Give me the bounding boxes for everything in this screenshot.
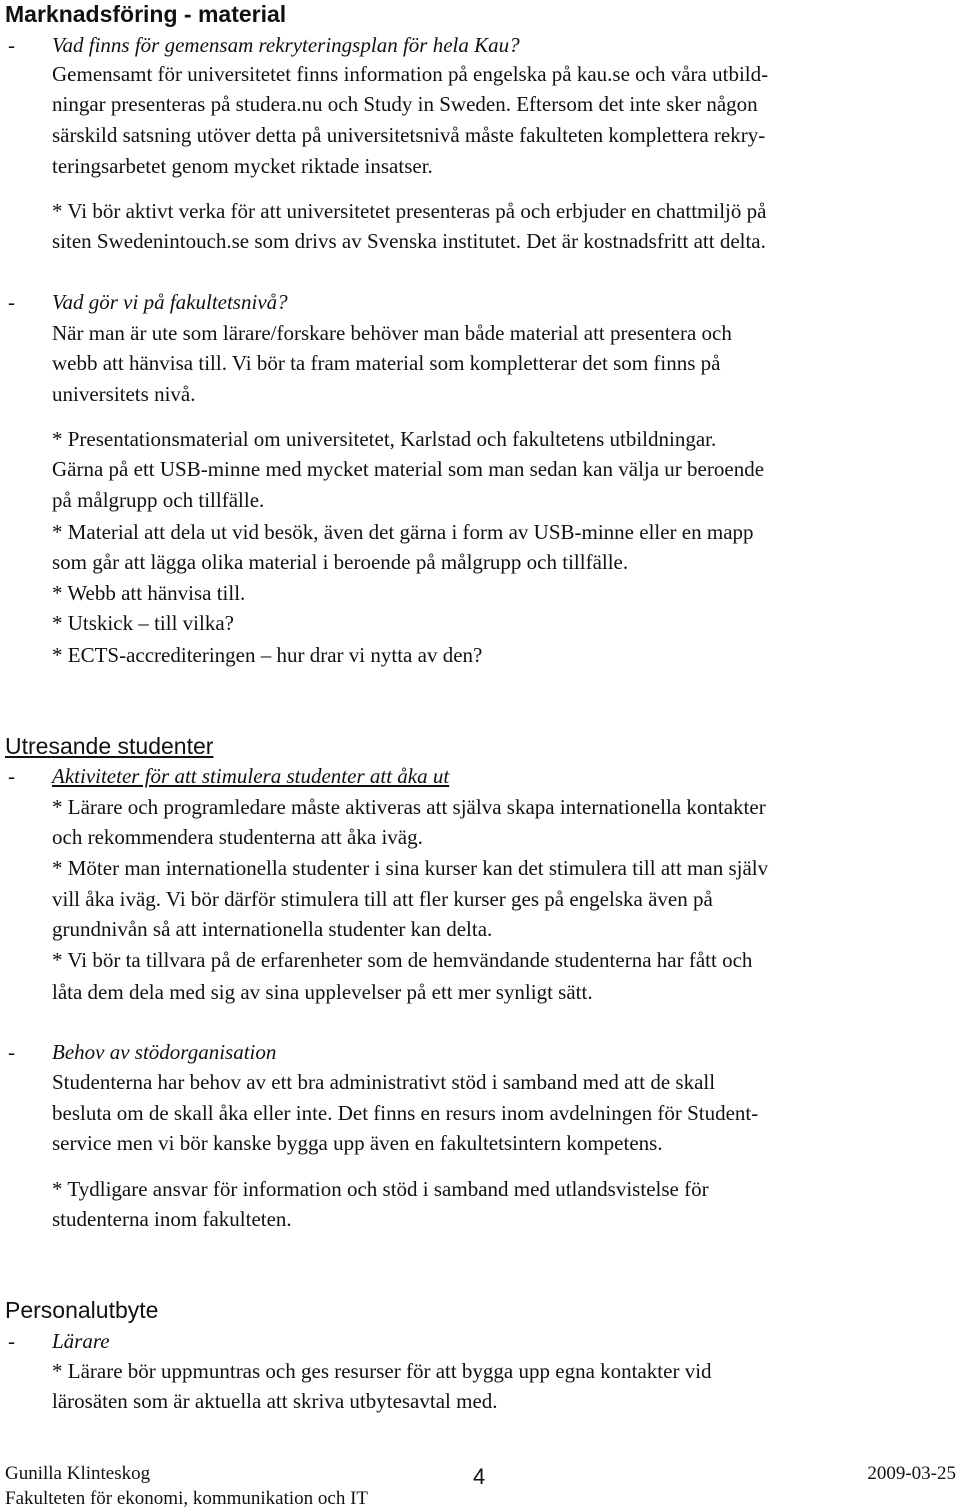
paragraph-line: * Material att dela ut vid besök, även det gärna i form av USB-minne eller en mapp bbox=[52, 520, 754, 544]
paragraph-line: * Vi bör aktivt verka för att universitetet presenteras på och erbjuder en chattmiljö på bbox=[52, 199, 767, 223]
paragraph-line: Gemensamt för universitetet finns information på engelska på kau.se och våra utbild- bbox=[52, 62, 769, 86]
section-heading-outgoing: Utresande studenter bbox=[5, 733, 214, 759]
paragraph-line: När man är ute som lärare/forskare behöver man både material att presentera och bbox=[52, 321, 732, 345]
paragraph-line: siten Swedenintouch.se som drivs av Svenska institutet. Det är kostnadsfritt att delta. bbox=[52, 229, 766, 253]
paragraph-line: * Webb att hänvisa till. bbox=[52, 581, 246, 605]
dash-bullet: - bbox=[8, 1040, 15, 1064]
paragraph-line: och rekommendera studenterna att åka iväg. bbox=[52, 825, 423, 849]
paragraph-line: grundnivån så att internationella studenter kan delta. bbox=[52, 917, 493, 941]
paragraph-line: besluta om de skall åka eller inte. Det finns en resurs inom avdelningen för Student- bbox=[52, 1101, 759, 1125]
paragraph-line: * Möter man internationella studenter i sina kurser kan det stimulera till att man själv bbox=[52, 856, 769, 880]
page-number: 4 bbox=[473, 1464, 486, 1489]
footer-date: 2009-03-25 bbox=[867, 1463, 956, 1484]
paragraph-line: * Utskick – till vilka? bbox=[52, 611, 234, 635]
paragraph-line: * Lärare bör uppmuntras och ges resurser för att bygga upp egna kontakter vid bbox=[52, 1359, 712, 1383]
paragraph-line: särskild satsning utöver detta på universitetsnivå måste fakulteten komplettera rekry- bbox=[52, 123, 766, 147]
section-heading-marketing: Marknadsföring - material bbox=[5, 1, 287, 27]
footer-author: Gunilla Klinteskog bbox=[5, 1463, 151, 1484]
footer-faculty: Fakulteten för ekonomi, kommunikation och IT bbox=[5, 1488, 369, 1509]
section-heading-staff: Personalutbyte bbox=[5, 1297, 159, 1323]
paragraph-line: * ECTS-accrediteringen – hur drar vi nytta av den? bbox=[52, 643, 483, 667]
paragraph-line: service men vi bör kanske bygga upp även en fakultetsintern kompetens. bbox=[52, 1131, 663, 1155]
dash-bullet: - bbox=[8, 33, 15, 57]
paragraph-line: studenterna inom fakulteten. bbox=[52, 1207, 292, 1231]
paragraph-line: ningar presenteras på studera.nu och Study in Sweden. Eftersom det inte sker någon bbox=[52, 92, 758, 116]
paragraph-line: Studenterna har behov av ett bra administrativt stöd i samband med att de skall bbox=[52, 1070, 716, 1094]
question-recruitment-plan: Vad finns för gemensam rekryteringsplan för hela Kau? bbox=[52, 33, 520, 57]
paragraph-line: universitets nivå. bbox=[52, 382, 196, 406]
dash-bullet: - bbox=[8, 764, 15, 788]
paragraph-line: på målgrupp och tillfälle. bbox=[52, 488, 265, 512]
dash-bullet: - bbox=[8, 290, 15, 314]
paragraph-line: * Tydligare ansvar för information och stöd i samband med utlandsvistelse för bbox=[52, 1177, 709, 1201]
question-stimulate-students: Aktiviteter för att stimulera studenter att åka ut bbox=[52, 764, 450, 788]
paragraph-line: låta dem dela med sig av sina upplevelser på ett mer synligt sätt. bbox=[52, 980, 593, 1004]
paragraph-line: vill åka iväg. Vi bör därför stimulera till att fler kurser ges på engelska även på bbox=[52, 887, 713, 911]
question-support-organisation: Behov av stödorganisation bbox=[52, 1040, 277, 1064]
paragraph-line: lärosäten som är aktuella att skriva utbytesavtal med. bbox=[52, 1389, 498, 1413]
paragraph-line: webb att hänvisa till. Vi bör ta fram material som kompletterar det som finns på bbox=[52, 351, 721, 375]
paragraph-line: * Presentationsmaterial om universitetet, Karlstad och fakultetens utbildningar. bbox=[52, 427, 717, 451]
question-faculty-level: Vad gör vi på fakultetsnivå? bbox=[52, 290, 288, 314]
paragraph-line: * Vi bör ta tillvara på de erfarenheter som de hemvändande studenterna har fått och bbox=[52, 948, 753, 972]
question-teachers: Lärare bbox=[52, 1329, 110, 1353]
paragraph-line: teringsarbetet genom mycket riktade insatser. bbox=[52, 154, 433, 178]
paragraph-line: Gärna på ett USB-minne med mycket material som man sedan kan välja ur beroende bbox=[52, 457, 765, 481]
paragraph-line: * Lärare och programledare måste aktiveras att själva skapa internationella kontakter bbox=[52, 795, 766, 819]
dash-bullet: - bbox=[8, 1329, 15, 1353]
paragraph-line: som går att lägga olika material i beroende på målgrupp och tillfälle. bbox=[52, 550, 629, 574]
